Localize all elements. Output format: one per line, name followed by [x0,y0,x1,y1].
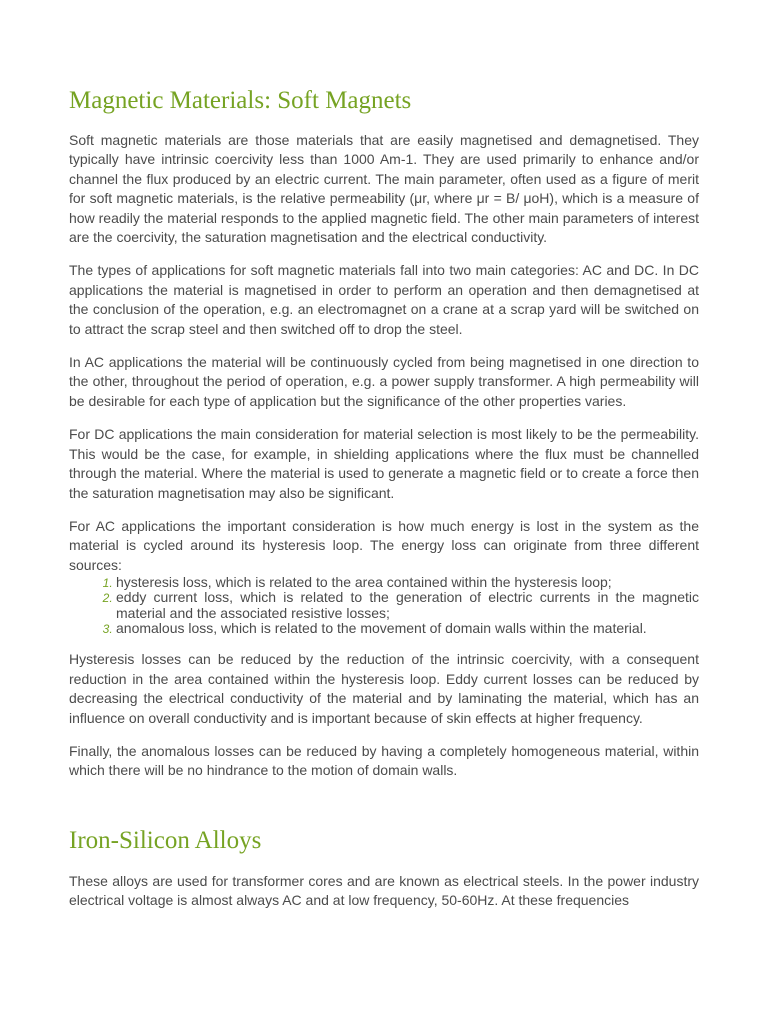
list-item-eddy-current-loss: 2. eddy current loss, which is related to the generation of electric currents in the magnetic material and the associated resistive losses; [116,590,699,621]
section-title-iron-silicon: Iron-Silicon Alloys [69,826,262,854]
paragraph-iron-silicon: These alloys are used for transformer cores and are known as electrical steels. In the power industry electrical voltage is almost always AC and at low frequency, 50-60Hz. At these frequencies [69,872,699,909]
list-item-hysteresis-loss: 1. hysteresis loss, which is related to the area contained within the hysteresis loop; [116,575,699,590]
list-item-anomalous-loss: 3. anomalous loss, which is related to the movement of domain walls within the material. [116,621,699,636]
document-page [69,84,699,925]
loss-sources-list [69,575,699,636]
page-title: Magnetic Materials: Soft Magnets [69,87,412,114]
paragraph-ac-applications: In AC applications the material will be continuously cycled from being magnetised in one direction to the other, throughout the period of operation, e.g. a power supply transformer. A high permeability will be desirable for each type of application but the significance of the other properties varies. [69,354,699,409]
paragraph-intro: Soft magnetic materials are those materials that are easily magnetised and demagnetised. They typically have intrinsic coercivity less than 1000 Am-1. They are used primarily to enhance and/or channel the flux produced by an electric current. The main parameter, often used as a figure of merit for soft magnetic materials, is the relative permeability (μr, where μr = B/ μoH), which is a measure of how readily the material responds to the applied magnetic field. The other main parameters of interest are the coercivity, the saturation magnetisation and the electrical conductivity. [69,132,699,246]
paragraph-ac-consideration: For AC applications the important consideration is how much energy is lost in the system as the material is cycled around its hysteresis loop. The energy loss can originate from three different sources: [69,517,699,573]
paragraph-application-types: The types of applications for soft magnetic materials fall into two main categories: AC and DC. In DC applications the material is magnetised in order to perform an operation and then demagnetised at the conclusion of the operation, e.g. an electromagnet on a crane at a scrap yard will be switched on to attract the scrap steel and then switched off to drop the steel. [69,262,699,337]
paragraph-anomalous-reduction: Finally, the anomalous losses can be reduced by having a completely homogeneous material, within which there will be no hindrance to the motion of domain walls. [69,742,699,779]
paragraph-dc-consideration: For DC applications the main consideration for material selection is most likely to be the permeability. This would be the case, for example, in shielding applications where the flux must be channelled through the material. Where the material is used to generate a magnetic field or to create a force then the saturation magnetisation may also be significant. [69,426,699,501]
paragraph-loss-reduction: Hysteresis losses can be reduced by the reduction of the intrinsic coercivity, with a consequent reduction in the area contained within the hysteresis loop. Eddy current losses can be reduced by decreasing the electrical conductivity of the material and by laminating the material, which has an influence on overall conductivity and is important because of skin effects at higher frequency. [69,651,699,726]
